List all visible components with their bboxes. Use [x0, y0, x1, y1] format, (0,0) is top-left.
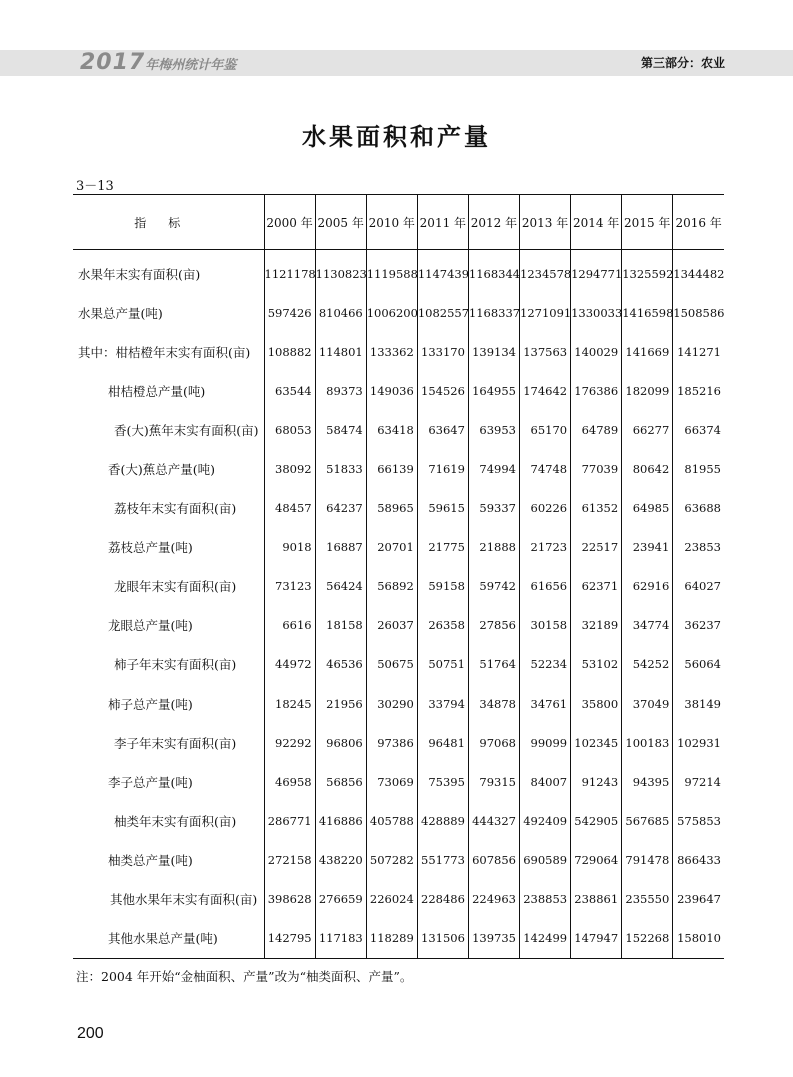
row-label: 其中：柑桔橙年末实有面积(亩): [78, 344, 251, 360]
table-cell: 75395: [417, 762, 468, 801]
table-cell: 866433: [673, 840, 724, 879]
row-label: 其他水果总产量(吨): [73, 919, 264, 959]
table-cell: 18245: [264, 684, 315, 723]
table-cell: 1006200: [366, 293, 417, 332]
row-label: 柿子总产量(吨): [108, 696, 193, 712]
table-cell: 6616: [264, 606, 315, 645]
table-cell: 56892: [366, 567, 417, 606]
table-cell: 1168344: [468, 250, 519, 294]
table-cell: 131506: [417, 919, 468, 959]
table-cell: 30290: [366, 684, 417, 723]
table-cell: 26037: [366, 606, 417, 645]
table-cell: 50675: [366, 645, 417, 684]
table-cell: 34878: [468, 684, 519, 723]
table-cell: 81955: [673, 449, 724, 488]
table-cell: 63544: [264, 371, 315, 410]
yearbook-title: [80, 50, 236, 76]
table-cell: 174642: [520, 371, 571, 410]
table-cell: 791478: [622, 840, 673, 879]
table-cell: 64027: [673, 567, 724, 606]
table-row: [73, 762, 724, 801]
year-header: 2015 年: [622, 195, 673, 250]
table-row: [73, 293, 724, 332]
table-cell: 92292: [264, 723, 315, 762]
table-cell: 1130823: [315, 250, 366, 294]
table-cell: 21775: [417, 528, 468, 567]
row-label: 荔枝总产量(吨): [108, 540, 193, 556]
row-label: 李子总产量(吨): [108, 774, 193, 790]
table-row: [73, 410, 724, 449]
table-cell: 21956: [315, 684, 366, 723]
table-cell: 147947: [571, 919, 622, 959]
table-cell: 567685: [622, 801, 673, 840]
table-cell: 60226: [520, 489, 571, 528]
table-cell: 56064: [673, 645, 724, 684]
table-cell: 59337: [468, 489, 519, 528]
table-cell: 158010: [673, 919, 724, 959]
table-cell: 142499: [520, 919, 571, 959]
table-row: [73, 880, 724, 919]
table-cell: 21723: [520, 528, 571, 567]
table-cell: 405788: [366, 801, 417, 840]
table-cell: 34761: [520, 684, 571, 723]
table-cell: 276659: [315, 880, 366, 919]
table-cell: 80642: [622, 449, 673, 488]
table-cell: 58474: [315, 410, 366, 449]
row-label: 荔枝年末实有面积(亩): [114, 501, 237, 517]
table-cell: 575853: [673, 801, 724, 840]
table-cell: 182099: [622, 371, 673, 410]
table-cell: 62371: [571, 567, 622, 606]
table-row: [73, 840, 724, 879]
row-label: 香(大)蕉总产量(吨): [108, 462, 216, 478]
table-cell: 61352: [571, 489, 622, 528]
table-cell: 1294771: [571, 250, 622, 294]
table-cell: 38149: [673, 684, 724, 723]
row-label: 其他水果年末实有面积(亩): [110, 892, 258, 908]
table-cell: 228486: [417, 880, 468, 919]
table-cell: 63647: [417, 410, 468, 449]
table-cell: 235550: [622, 880, 673, 919]
row-label: 龙眼总产量(吨): [108, 618, 193, 634]
table-cell: 58965: [366, 489, 417, 528]
table-cell: 542905: [571, 801, 622, 840]
table-row: [73, 684, 724, 723]
table-cell: 154526: [417, 371, 468, 410]
table-cell: 398628: [264, 880, 315, 919]
table-cell: 74748: [520, 449, 571, 488]
table-cell: 133362: [366, 332, 417, 371]
table-cell: 59615: [417, 489, 468, 528]
table-cell: 96481: [417, 723, 468, 762]
table-cell: 66139: [366, 449, 417, 488]
table-cell: 26358: [417, 606, 468, 645]
table-cell: 141669: [622, 332, 673, 371]
table-note: 注：2004 年开始“金柚面积、产量”改为“柚类面积、产量”。: [76, 969, 413, 984]
table-cell: 66277: [622, 410, 673, 449]
table-cell: 139134: [468, 332, 519, 371]
table-cell: 36237: [673, 606, 724, 645]
page-number: 200: [77, 1025, 104, 1042]
table-cell: 1168337: [468, 293, 519, 332]
table-cell: 94395: [622, 762, 673, 801]
table-cell: 32189: [571, 606, 622, 645]
table-cell: 729064: [571, 840, 622, 879]
table-cell: 71619: [417, 449, 468, 488]
table-cell: 34774: [622, 606, 673, 645]
table-row: [73, 250, 724, 294]
table-row: [73, 528, 724, 567]
table-cell: 22517: [571, 528, 622, 567]
table-row: [73, 919, 724, 959]
table-row: [73, 723, 724, 762]
table-cell: 1121178: [264, 250, 315, 294]
table-cell: 1508586: [673, 293, 724, 332]
table-cell: 62916: [622, 567, 673, 606]
table-cell: 507282: [366, 840, 417, 879]
table-cell: 137563: [520, 332, 571, 371]
table-cell: 65170: [520, 410, 571, 449]
table-cell: 1325592: [622, 250, 673, 294]
row-label: 柚类年末实有面积(亩): [114, 813, 237, 829]
table-row: [73, 489, 724, 528]
table-cell: 38092: [264, 449, 315, 488]
row-label: 香(大)蕉年末实有面积(亩): [114, 422, 259, 438]
year-header: 2005 年: [315, 195, 366, 250]
table-cell: 152268: [622, 919, 673, 959]
table-cell: 597426: [264, 293, 315, 332]
table-cell: 133170: [417, 332, 468, 371]
table-cell: 63953: [468, 410, 519, 449]
table-header-row: [73, 195, 724, 250]
table-cell: 77039: [571, 449, 622, 488]
table-cell: 56424: [315, 567, 366, 606]
table-row: [73, 567, 724, 606]
table-cell: 27856: [468, 606, 519, 645]
fruit-stats-table: [73, 194, 724, 959]
table-cell: 54252: [622, 645, 673, 684]
table-cell: 97068: [468, 723, 519, 762]
table-cell: 492409: [520, 801, 571, 840]
table-cell: 61656: [520, 567, 571, 606]
table-cell: 56856: [315, 762, 366, 801]
table-cell: 140029: [571, 332, 622, 371]
table-cell: 73123: [264, 567, 315, 606]
row-label: 柑桔橙总产量(吨): [108, 383, 206, 399]
year-header: 2016 年: [673, 195, 724, 250]
table-cell: 444327: [468, 801, 519, 840]
table-cell: 118289: [366, 919, 417, 959]
indicator-header: 指标: [73, 195, 264, 250]
yearbook-name: 年梅州统计年鉴: [145, 58, 237, 73]
table-cell: 59742: [468, 567, 519, 606]
section-label: 第三部分：农业: [640, 56, 725, 70]
row-label: 李子年末实有面积(亩): [114, 735, 237, 751]
table-cell: 37049: [622, 684, 673, 723]
table-row: [73, 606, 724, 645]
table-cell: 63688: [673, 489, 724, 528]
table-cell: 607856: [468, 840, 519, 879]
table-cell: 16887: [315, 528, 366, 567]
table-cell: 551773: [417, 840, 468, 879]
table-cell: 238853: [520, 880, 571, 919]
table-cell: 73069: [366, 762, 417, 801]
table-cell: 238861: [571, 880, 622, 919]
row-label: 柿子年末实有面积(亩): [114, 657, 237, 673]
table-cell: 89373: [315, 371, 366, 410]
table-cell: 97214: [673, 762, 724, 801]
table-cell: 74994: [468, 449, 519, 488]
yearbook-year: 2017: [80, 50, 146, 75]
table-cell: 438220: [315, 840, 366, 879]
table-cell: 1147439: [417, 250, 468, 294]
table-cell: 114801: [315, 332, 366, 371]
year-header: 2011 年: [417, 195, 468, 250]
table-cell: 810466: [315, 293, 366, 332]
table-cell: 84007: [520, 762, 571, 801]
table-code: 3－13: [76, 179, 114, 194]
table-cell: 139735: [468, 919, 519, 959]
table-cell: 64237: [315, 489, 366, 528]
table-row: [73, 449, 724, 488]
table-cell: 1271091: [520, 293, 571, 332]
table-cell: 9018: [264, 528, 315, 567]
table-cell: 51833: [315, 449, 366, 488]
table-cell: 690589: [520, 840, 571, 879]
table-cell: 20701: [366, 528, 417, 567]
table-cell: 1234578: [520, 250, 571, 294]
table-cell: 59158: [417, 567, 468, 606]
table-row: [73, 801, 724, 840]
table-cell: 1119588: [366, 250, 417, 294]
table-cell: 286771: [264, 801, 315, 840]
table-cell: 142795: [264, 919, 315, 959]
table-cell: 149036: [366, 371, 417, 410]
table-cell: 224963: [468, 880, 519, 919]
table-cell: 102345: [571, 723, 622, 762]
table-cell: 100183: [622, 723, 673, 762]
table-cell: 117183: [315, 919, 366, 959]
table-body: [73, 250, 724, 959]
year-header: 2000 年: [264, 195, 315, 250]
year-header: 2014 年: [571, 195, 622, 250]
table-cell: 108882: [264, 332, 315, 371]
table-cell: 91243: [571, 762, 622, 801]
row-label: 柚类总产量(吨): [108, 852, 193, 868]
table-cell: 272158: [264, 840, 315, 879]
table-cell: 44972: [264, 645, 315, 684]
table-cell: 176386: [571, 371, 622, 410]
table-cell: 64789: [571, 410, 622, 449]
table-cell: 416886: [315, 801, 366, 840]
table-cell: 79315: [468, 762, 519, 801]
row-label: 龙眼年末实有面积(亩): [114, 579, 237, 595]
table-row: [73, 645, 724, 684]
table-row: [73, 371, 724, 410]
table-row: [73, 332, 724, 371]
table-cell: 21888: [468, 528, 519, 567]
table-cell: 63418: [366, 410, 417, 449]
table-cell: 18158: [315, 606, 366, 645]
table-cell: 99099: [520, 723, 571, 762]
table-cell: 23941: [622, 528, 673, 567]
year-header: 2012 年: [468, 195, 519, 250]
table-cell: 226024: [366, 880, 417, 919]
year-header: 2010 年: [366, 195, 417, 250]
table-cell: 64985: [622, 489, 673, 528]
table-cell: 185216: [673, 371, 724, 410]
table-cell: 23853: [673, 528, 724, 567]
table-cell: 239647: [673, 880, 724, 919]
table-cell: 1330033: [571, 293, 622, 332]
table-cell: 53102: [571, 645, 622, 684]
table-cell: 51764: [468, 645, 519, 684]
table-cell: 46958: [264, 762, 315, 801]
table-cell: 66374: [673, 410, 724, 449]
row-label: 水果总产量(吨): [78, 305, 163, 321]
table-cell: 1344482: [673, 250, 724, 294]
table-cell: 428889: [417, 801, 468, 840]
table-cell: 97386: [366, 723, 417, 762]
table-cell: 50751: [417, 645, 468, 684]
table-cell: 96806: [315, 723, 366, 762]
table-cell: 68053: [264, 410, 315, 449]
table-cell: 1082557: [417, 293, 468, 332]
row-label: 水果年末实有面积(亩): [78, 266, 201, 282]
page-title: 水果面积和产量: [302, 122, 491, 151]
table-cell: 35800: [571, 684, 622, 723]
table-cell: 164955: [468, 371, 519, 410]
table-cell: 48457: [264, 489, 315, 528]
table-cell: 1416598: [622, 293, 673, 332]
table-cell: 141271: [673, 332, 724, 371]
table-cell: 52234: [520, 645, 571, 684]
table-cell: 46536: [315, 645, 366, 684]
table-cell: 102931: [673, 723, 724, 762]
year-header: 2013 年: [520, 195, 571, 250]
table-cell: 30158: [520, 606, 571, 645]
table-cell: 33794: [417, 684, 468, 723]
